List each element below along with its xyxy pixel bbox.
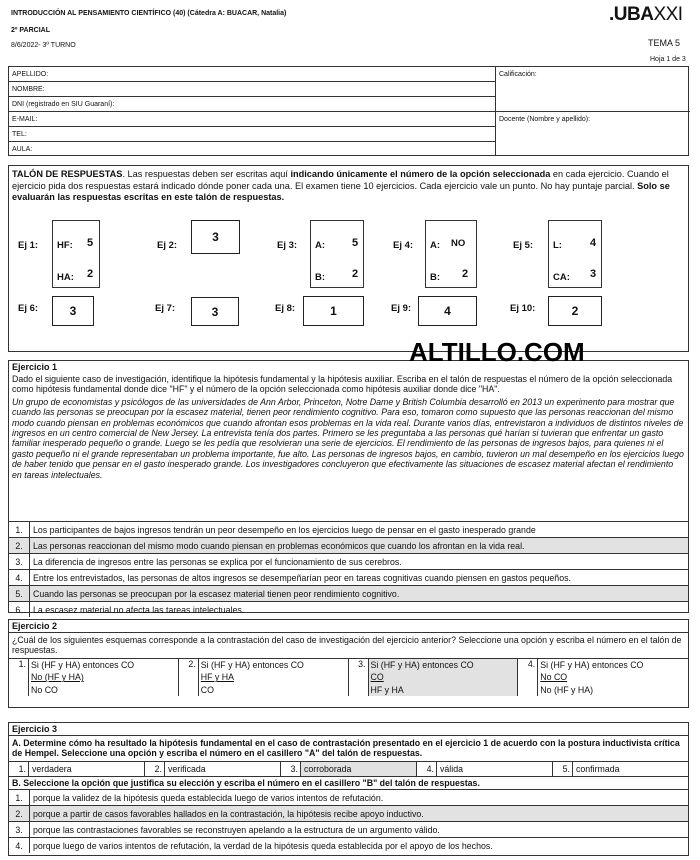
email-field[interactable]: E-MAIL: [12, 116, 38, 123]
ej4-b-value: 2 [462, 268, 469, 280]
list-item[interactable]: válida [437, 762, 553, 776]
list-item[interactable]: 1. Los participantes de bajos ingresos tendrán un peor desempeño en los ejercicios luego de pensar en el gasto inesperado grande [9, 521, 688, 537]
course-title: INTRODUCCIÓN AL PENSAMIENTO CIENTÍFICO (40) (Cátedra A: BUACAR, Natalia) [11, 10, 287, 17]
ej6-answer-box[interactable]: 3 [52, 296, 94, 326]
exercise-1-title: Ejercicio 1 [12, 362, 58, 372]
ej10-answer-box[interactable]: 2 [548, 296, 602, 326]
exercise-2-options [9, 658, 688, 697]
ej1-ha-value: 2 [87, 268, 94, 280]
list-item[interactable]: 2. Las personas reaccionan del mismo modo cuando piensan en problemas económicos que cuando los afrontan en la vida real. [9, 537, 688, 553]
exercise-3-part-b: B. Seleccione la opción que justifica su elección y escriba el número en el casillero "B" del talón de respuestas. [9, 776, 688, 789]
exercise-3-options-a: 1. verdadera 2. verificada 3. corroborada 4. válida 5. confirmada [9, 761, 688, 776]
list-item[interactable]: 4. porque luego de varios intentos de refutación, la verdad de la hipótesis queda establecida por el apoyo de los hechos. [9, 837, 688, 853]
ej9-answer-box[interactable]: 4 [418, 296, 477, 326]
list-item[interactable]: 1. porque la validez de la hipótesis queda establecida luego de varios intentos de refutación. [9, 789, 688, 805]
scheme-option[interactable]: 3. Si (HF y HA) entonces CO CO HF y HA [349, 659, 519, 697]
exercise-3 [8, 722, 689, 856]
ej1-label: Ej 1: [18, 240, 39, 251]
exercise-2-title: Ejercicio 2 [9, 620, 688, 633]
ej5-ca-value: 3 [590, 268, 597, 280]
ej3-b-value: 2 [352, 268, 359, 280]
exercise-1-case: Un grupo de economistas y psicólogos de las universidades de Ann Arbor, Princeton, Notre Dame y British Columbia desarrolló en 2013 un experimento para mostrar que cuando las personas se preocupan por la escasez material, tienen peor rendimiento cognitivo. Para eso, tomaron como supuesto que las personas reaccionan del mismo modo cuando piensan en problemas económicos que cuando afrontan esos problemas en la vida real. Durante varios días, entrevistaron a individuos de distintos niveles de ingresos en un centro comercial de New Jersey. La entrevista tenía dos partes. Primero se les preguntaba a las personas qué harían si tuvieran que enfrentar un gasto familiar inesperado pequeño o grande. Luego se les pedía que resolvieran una serie de ejercicios. El rendimiento de las personas de ingresos bajos, para quienes ni el gasto pequeño ni el grande representaban un problema importante, fue alto. Las personas de ingresos bajos, en cambio, tuvieron un mal desempeño en los ejercicios luego de haber tenido que pensar en el gasto inesperado grande. Los investigadores concluyeron que efectivamente las situaciones de escasez material afectan el rendimiento en tareas intelectuales. [12, 396, 684, 480]
list-item[interactable]: 3. porque las contrastaciones favorables se reconstruyen apelando a la estructura de un argumento válido. [9, 821, 688, 837]
ej1-hf-value: 5 [87, 237, 94, 249]
ej5-label: Ej 5: [513, 240, 534, 251]
uba-logo [609, 4, 683, 26]
ej8-label: Ej 8: [275, 303, 296, 314]
apellido-field[interactable]: APELLIDO: [12, 71, 49, 78]
ej9-label: Ej 9: [391, 303, 412, 314]
exercise-3-part-a: A. Determine cómo ha resultado la hipótesis fundamental en el caso de contrastación presentado en el ejercicio 1 de acuerdo con la postura inductivista crítica de Hempel. Seleccione una opción y escriba el número en el casillero "A" del talón de respuestas. [12, 738, 680, 759]
calificacion-field[interactable]: Calificación: [499, 71, 537, 78]
ej7-answer-box[interactable]: 3 [191, 297, 239, 326]
aula-field[interactable]: AULA: [12, 146, 33, 153]
logo-suffix: XXI [653, 4, 683, 25]
page-number: Hoja 1 de 3 [650, 56, 686, 63]
ej3-a-label: A: [315, 240, 326, 251]
list-item[interactable]: confirmada [576, 763, 620, 774]
exercise-3-title: Ejercicio 3 [9, 723, 688, 736]
logo-prefix: .UBA [609, 4, 654, 25]
ej7-label: Ej 7: [155, 303, 176, 314]
ej2-label: Ej 2: [157, 240, 178, 251]
exam-name: 2º PARCIAL [11, 27, 50, 34]
ej3-b-label: B: [315, 272, 326, 283]
list-item[interactable]: 6. La escasez material no afecta las tareas intelectuales. [9, 601, 688, 617]
dni-field[interactable]: DNI (registrado en SIU Guaraní): [12, 101, 115, 108]
tema-label: TEMA 5 [648, 38, 681, 48]
list-item[interactable]: verdadera [29, 762, 145, 776]
list-item[interactable]: 5. Cuando las personas se preocupan por la escasez material tienen peor rendimiento cognitivo. [9, 585, 688, 601]
ej4-b-label: B: [430, 272, 441, 283]
ej8-answer-box[interactable]: 1 [303, 296, 364, 326]
ej10-label: Ej 10: [510, 303, 536, 314]
ej4-a-label: A: [430, 240, 441, 251]
exam-date: 8/6/2022- 3º TURNO [11, 42, 76, 49]
ej4-label: Ej 4: [393, 240, 414, 251]
scheme-option[interactable]: 2. Si (HF y HA) entonces CO HF y HA CO [179, 659, 349, 697]
exercise-2-intro: ¿Cuál de los siguientes esquemas corresponde a la contrastación del caso de investigación del ejercicio anterior? Seleccione una opción y escriba el número en el talón de respuestas. [12, 635, 682, 656]
docente-field[interactable]: Docente (Nombre y apellido): [499, 116, 591, 123]
list-item[interactable]: 3. La diferencia de ingresos entre las personas se explica por el funcionamiento de sus cerebros. [9, 553, 688, 569]
scheme-option[interactable]: 1. Si (HF y HA) entonces CO No (HF y HA) No CO [9, 659, 179, 697]
ej4-a-value: NO [451, 238, 466, 249]
ej3-label: Ej 3: [277, 240, 298, 251]
ej5-l-label: L: [553, 240, 562, 251]
watermark: ALTILLO.COM [409, 337, 585, 367]
list-item[interactable]: 2. porque a partir de casos favorables hallados en la contrastación, la hipótesis recibe apoyo inductivo. [9, 805, 688, 821]
ej5-ca-label: CA: [553, 272, 570, 283]
exercise-1-intro: Dado el siguiente caso de investigación, identifique la hipótesis fundamental y la hipótesis auxiliar. Escriba en el talón de respuestas el número de la opción seleccionada como hipótesis fundamental donde dice "HF" y el número de la opción seleccionada como hipótesis auxiliar donde dice "HA". [12, 374, 673, 395]
ej2-answer-box[interactable]: 3 [191, 220, 240, 254]
ej6-label: Ej 6: [18, 303, 39, 314]
tel-field[interactable]: TEL: [12, 131, 27, 138]
ej5-l-value: 4 [590, 237, 597, 249]
ej1-hf-label: HF: [57, 240, 73, 251]
exercise-1-options [9, 521, 688, 617]
list-item[interactable]: corroborada [301, 762, 417, 776]
answer-sheet-title: TALÓN DE RESPUESTAS [12, 169, 123, 179]
ej1-ha-label: HA: [57, 272, 74, 283]
list-item[interactable]: 4. Entre los entrevistados, las personas de altos ingresos se desempeñarían peor en tareas cognitivas cuando piensen en gastos pequeños. [9, 569, 688, 585]
exercise-2 [8, 619, 689, 708]
list-item[interactable]: verificada [165, 762, 281, 776]
scheme-option[interactable]: 4. Si (HF y HA) entonces CO No CO No (HF y HA) [518, 659, 688, 697]
ej3-a-value: 5 [352, 237, 359, 249]
exercise-1 [8, 360, 689, 613]
nombre-field[interactable]: NOMBRE: [12, 86, 45, 93]
student-form [8, 66, 689, 156]
answer-sheet-instructions: TALÓN DE RESPUESTAS. Las respuestas deben ser escritas aquí indicando únicamente el número de la opción seleccionada en cada ejercicio. Cuando el ejercicio pida dos respuestas estará indicado dónde poner cada una. El examen tiene 10 ejercicios. Cada ejercicio vale un punto. No hay puntaje parcial. Solo se evaluarán las respuestas escritas en este talón de respuestas. [12, 169, 670, 202]
